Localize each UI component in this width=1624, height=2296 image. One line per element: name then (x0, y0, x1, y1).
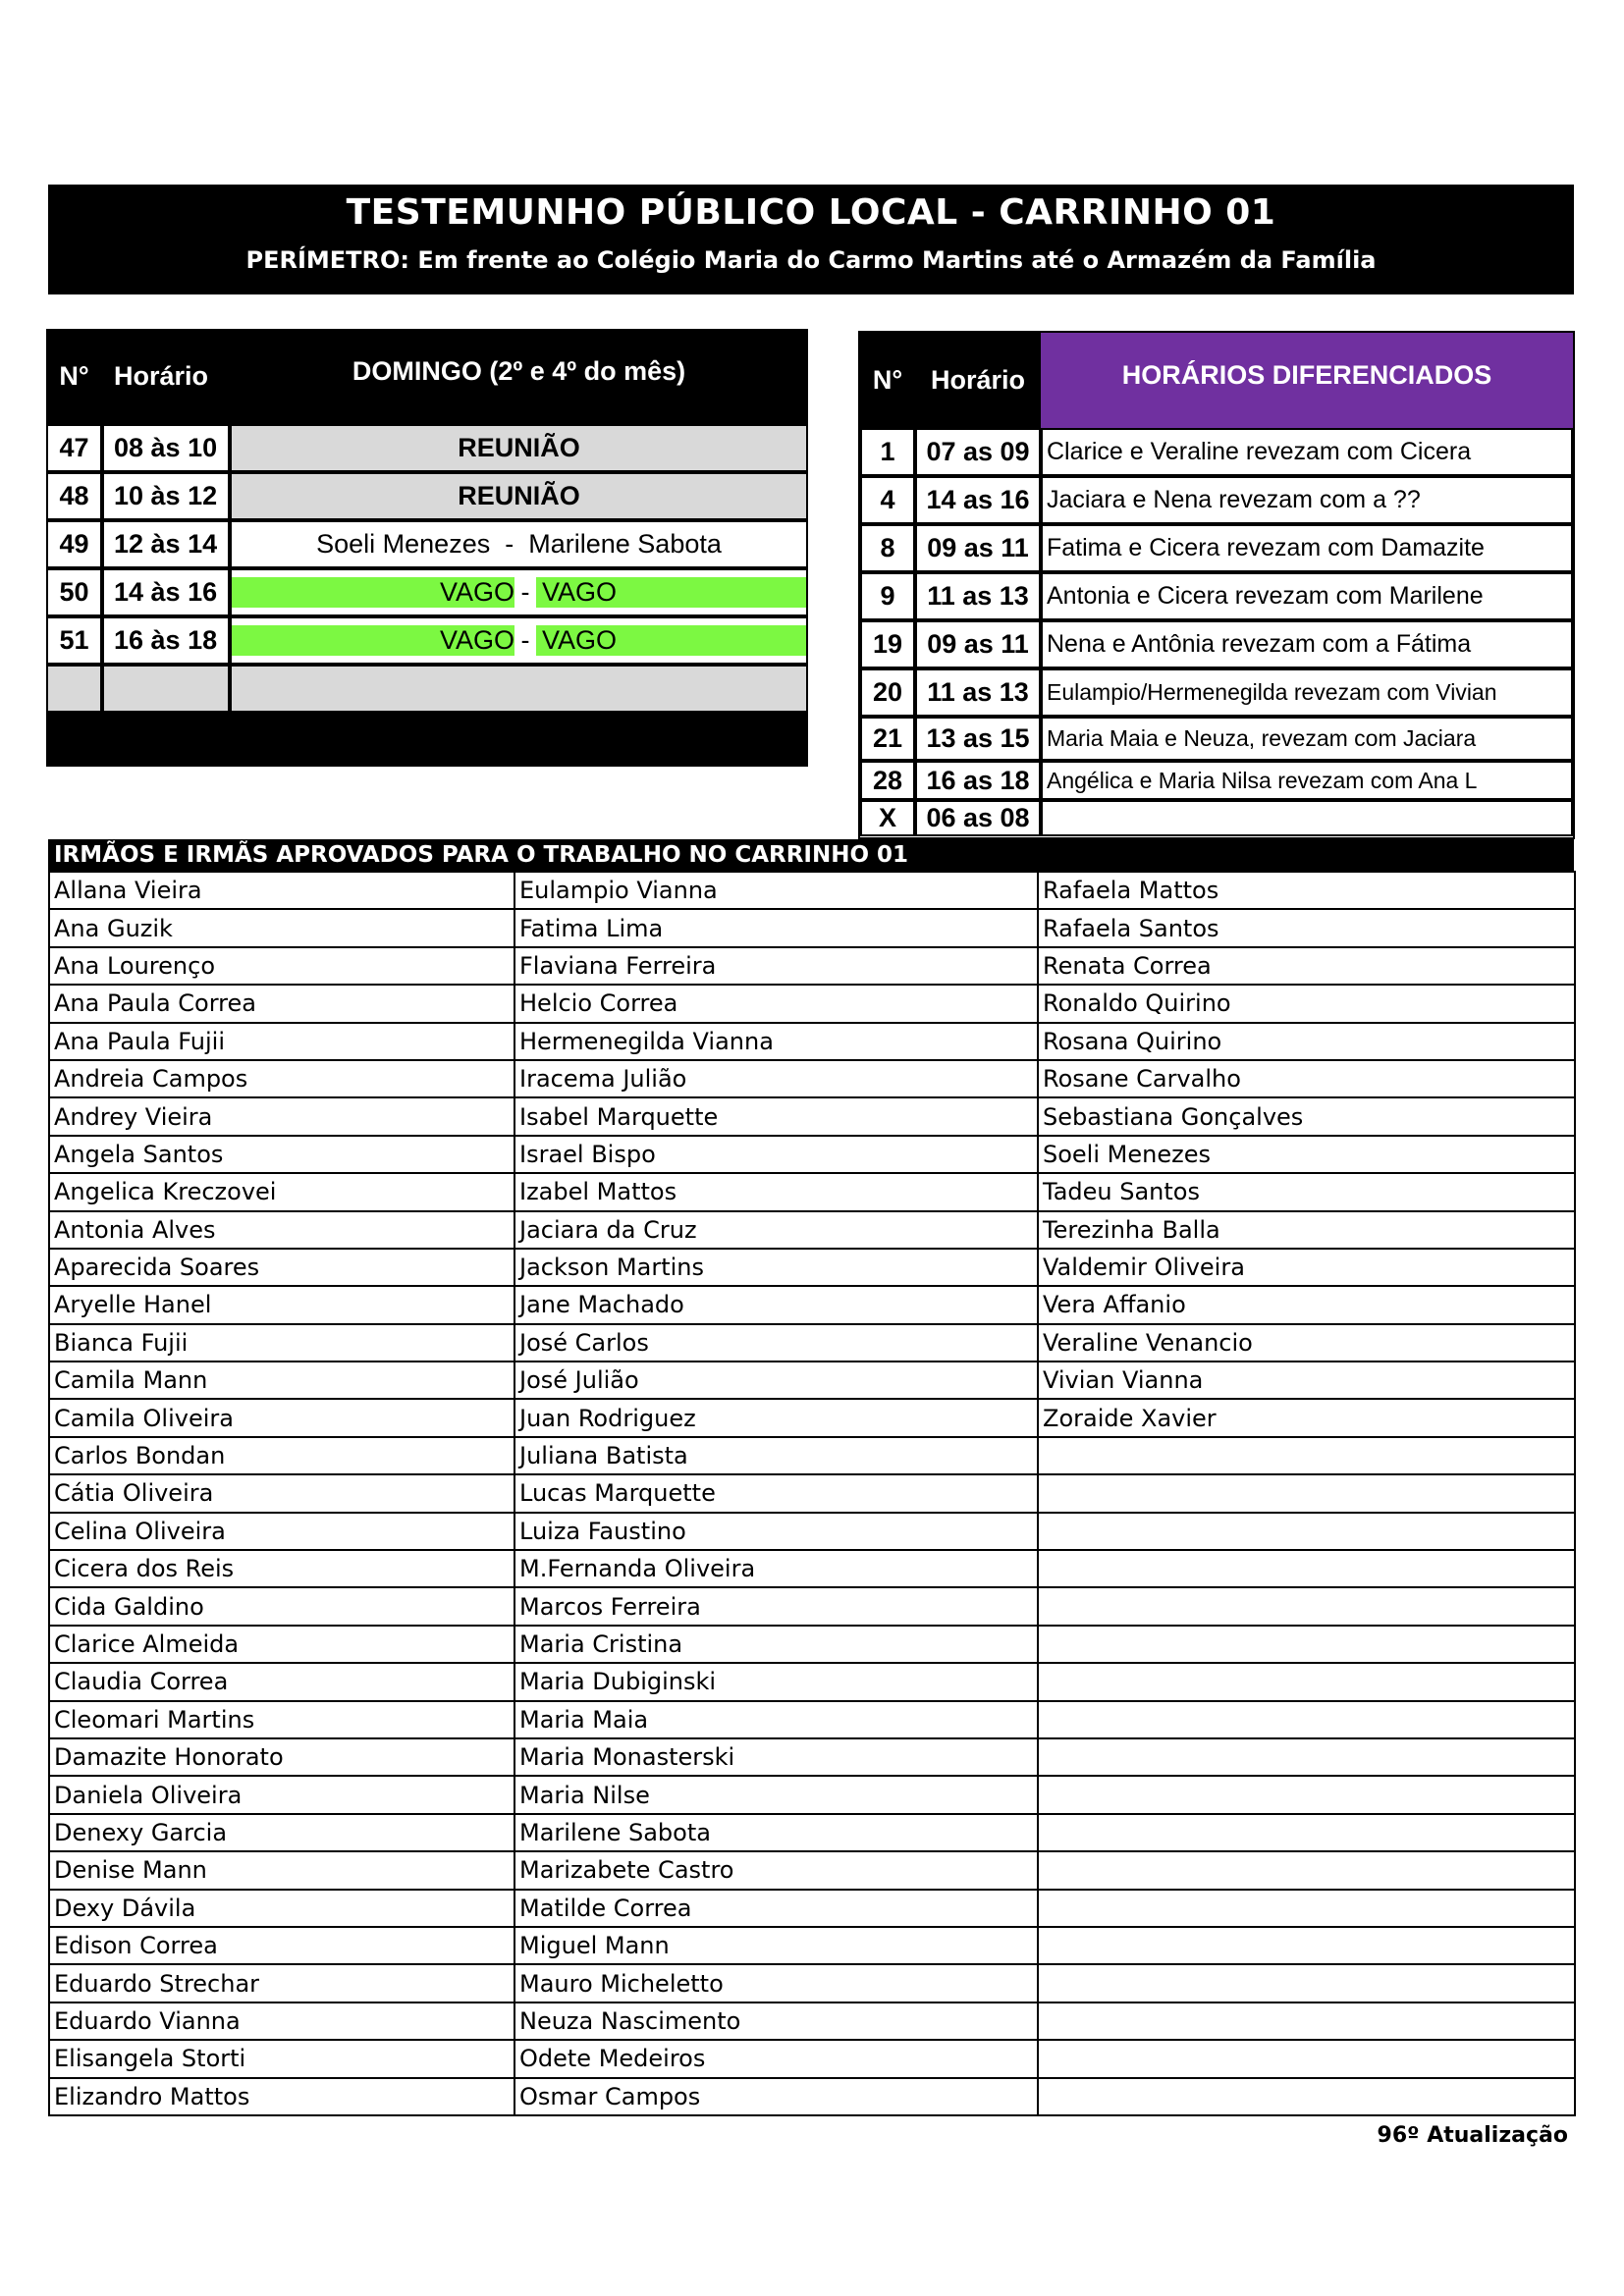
table-row (49, 1097, 1575, 1135)
member-name: Osmar Campos (514, 2078, 1038, 2115)
col-time-header: Horário (114, 361, 209, 391)
member-name: Isabel Marquette (514, 1097, 1038, 1135)
row-note-empty (1041, 800, 1573, 836)
volunteer-a: Soeli Menezes (316, 529, 491, 559)
row-time: 11 as 13 (915, 668, 1041, 717)
row-num: 51 (46, 616, 102, 665)
row-note: Jaciara e Nena revezam com a ?? (1041, 476, 1573, 524)
member-name (1038, 1626, 1575, 1663)
row-num: 50 (46, 568, 102, 616)
row-num: X (860, 800, 915, 836)
row-note: Angélica e Maria Nilsa revezam com Ana L (1041, 761, 1573, 800)
row-note: Clarice e Veraline revezam com Cicera (1041, 428, 1573, 476)
table-row (49, 1023, 1575, 1060)
member-name: Mauro Micheletto (514, 1964, 1038, 2002)
member-name: Cicera dos Reis (49, 1550, 514, 1587)
member-name: Valdemir Oliveira (1038, 1249, 1575, 1286)
member-name: Marilene Sabota (514, 1814, 1038, 1851)
member-name: Vivian Vianna (1038, 1362, 1575, 1399)
member-name: Maria Cristina (514, 1626, 1038, 1663)
member-name: Damazite Honorato (49, 1738, 514, 1776)
member-name: Clarice Almeida (49, 1626, 514, 1663)
row-num: 49 (46, 520, 102, 568)
member-name: Helcio Correa (514, 985, 1038, 1022)
member-name: Celina Oliveira (49, 1513, 514, 1550)
member-name: Hermenegilda Vianna (514, 1023, 1038, 1060)
pair-separator: - (520, 625, 530, 655)
member-name (1038, 1474, 1575, 1512)
table-row (49, 1587, 1575, 1625)
row-time: 09 as 11 (915, 524, 1041, 572)
member-name: Claudia Correa (49, 1663, 514, 1700)
member-name (1038, 1738, 1575, 1776)
member-name: Luiza Faustino (514, 1513, 1038, 1550)
pair-separator: - (505, 529, 514, 559)
empty-cell (230, 665, 808, 713)
table-row (49, 1776, 1575, 1813)
row-num: 9 (860, 572, 915, 620)
member-name: Ana Paula Fujii (49, 1023, 514, 1060)
member-name: Terezinha Balla (1038, 1211, 1575, 1249)
table-row (49, 872, 1575, 909)
row-meeting: REUNIÃO (230, 472, 808, 520)
member-name: Ana Lourenço (49, 947, 514, 985)
table-row (49, 947, 1575, 985)
member-name: Carlos Bondan (49, 1437, 514, 1474)
member-name: Tadeu Santos (1038, 1173, 1575, 1210)
member-name: Denexy Garcia (49, 1814, 514, 1851)
member-name: Cida Galdino (49, 1587, 514, 1625)
table-row (49, 2002, 1575, 2040)
update-note: 96º Atualização (1377, 2123, 1568, 2148)
table-row (49, 1324, 1575, 1362)
col-num-header: N° (59, 361, 89, 391)
member-name: Sebastiana Gonçalves (1038, 1097, 1575, 1135)
row-vacant-pair (230, 568, 808, 616)
member-name: Israel Bispo (514, 1136, 1038, 1173)
member-name: Angela Santos (49, 1136, 514, 1173)
member-name (1038, 1587, 1575, 1625)
member-name: Marcos Ferreira (514, 1587, 1038, 1625)
member-name: Cleomari Martins (49, 1701, 514, 1738)
row-time: 11 as 13 (915, 572, 1041, 620)
member-name: Bianca Fujii (49, 1324, 514, 1362)
table-row (49, 1362, 1575, 1399)
member-name: José Carlos (514, 1324, 1038, 1362)
member-name: José Julião (514, 1362, 1038, 1399)
member-name: Marizabete Castro (514, 1851, 1038, 1889)
row-num: 47 (46, 424, 102, 472)
table-row (49, 1964, 1575, 2002)
table-row (49, 2078, 1575, 2115)
table-row (49, 1851, 1575, 1889)
col-num-header: N° (860, 333, 915, 428)
member-name: Eduardo Vianna (49, 2002, 514, 2040)
member-name: Aryelle Hanel (49, 1286, 514, 1323)
vacant-b: VAGO (542, 577, 618, 607)
member-name (1038, 1701, 1575, 1738)
member-name: Maria Dubiginski (514, 1663, 1038, 1700)
row-time: 14 as 16 (915, 476, 1041, 524)
row-num: 19 (860, 620, 915, 668)
member-name: Maria Maia (514, 1701, 1038, 1738)
table-row (49, 1814, 1575, 1851)
table-row (49, 1249, 1575, 1286)
row-time: 10 às 12 (102, 472, 230, 520)
member-name (1038, 2002, 1575, 2040)
row-note: Antonia e Cicera revezam com Marilene (1041, 572, 1573, 620)
vacant-b: VAGO (542, 625, 618, 655)
member-name: Ana Paula Correa (49, 985, 514, 1022)
approved-list-title: IRMÃOS E IRMÃS APROVADOS PARA O TRABALHO NO CARRINHO 01 (48, 839, 1574, 871)
member-name (1038, 1814, 1575, 1851)
member-name (1038, 1890, 1575, 1927)
member-name: Maria Monasterski (514, 1738, 1038, 1776)
member-name: Juliana Batista (514, 1437, 1038, 1474)
empty-cell (102, 665, 230, 713)
member-name: Dexy Dávila (49, 1890, 514, 1927)
page-title: TESTEMUNHO PÚBLICO LOCAL - CARRINHO 01 (346, 192, 1276, 233)
table-row (49, 1738, 1575, 1776)
table-row (49, 1701, 1575, 1738)
member-name: Veraline Venancio (1038, 1324, 1575, 1362)
member-name: Eduardo Strechar (49, 1964, 514, 2002)
row-num: 21 (860, 717, 915, 761)
member-name: Iracema Julião (514, 1060, 1038, 1097)
table-row (49, 1626, 1575, 1663)
table-row (49, 1663, 1575, 1700)
row-time: 06 as 08 (915, 800, 1041, 836)
member-name: Zoraide Xavier (1038, 1399, 1575, 1436)
member-name (1038, 2040, 1575, 2077)
member-name: Andrey Vieira (49, 1097, 514, 1135)
member-name: Rafaela Santos (1038, 909, 1575, 946)
member-name: M.Fernanda Oliveira (514, 1550, 1038, 1587)
row-note: Nena e Antônia revezam com a Fátima (1041, 620, 1573, 668)
volunteer-b: Marilene Sabota (528, 529, 722, 559)
vacant-a: VAGO (439, 625, 514, 655)
member-name: Cátia Oliveira (49, 1474, 514, 1512)
row-num: 28 (860, 761, 915, 800)
member-name: Ronaldo Quirino (1038, 985, 1575, 1022)
table-row (49, 1211, 1575, 1249)
row-num: 1 (860, 428, 915, 476)
table-row (49, 1399, 1575, 1436)
row-num: 8 (860, 524, 915, 572)
member-name: Maria Nilse (514, 1776, 1038, 1813)
member-name: Jaciara da Cruz (514, 1211, 1038, 1249)
perimeter-subtitle: PERÍMETRO: Em frente ao Colégio Maria do Carmo Martins até o Armazém da Família (245, 246, 1377, 274)
member-name: Aparecida Soares (49, 1249, 514, 1286)
member-name: Vera Affanio (1038, 1286, 1575, 1323)
table-row (49, 1286, 1575, 1323)
col-sunday-header: DOMINGO (2º e 4º do mês) (352, 356, 686, 386)
empty-cell (46, 665, 102, 713)
row-time: 13 as 15 (915, 717, 1041, 761)
table-row (49, 1927, 1575, 1964)
member-name (1038, 1851, 1575, 1889)
member-name: Fatima Lima (514, 909, 1038, 946)
member-name: Matilde Correa (514, 1890, 1038, 1927)
title-banner (48, 185, 1574, 294)
table-row (49, 2040, 1575, 2077)
member-name (1038, 1550, 1575, 1587)
col-special-header: HORÁRIOS DIFERENCIADOS (1041, 333, 1573, 428)
member-name (1038, 1437, 1575, 1474)
member-name (1038, 1964, 1575, 2002)
row-num: 20 (860, 668, 915, 717)
special-schedule (858, 331, 1575, 839)
member-name: Denise Mann (49, 1851, 514, 1889)
table-row (49, 985, 1575, 1022)
table-row (49, 1437, 1575, 1474)
row-vacant-pair (230, 616, 808, 665)
sunday-schedule (46, 329, 808, 767)
row-time: 16 às 18 (102, 616, 230, 665)
row-time: 14 às 16 (102, 568, 230, 616)
row-note: Fatima e Cicera revezam com Damazite (1041, 524, 1573, 572)
row-meeting: REUNIÃO (230, 424, 808, 472)
row-note: Maria Maia e Neuza, revezam com Jaciara (1041, 717, 1573, 761)
member-name: Antonia Alves (49, 1211, 514, 1249)
member-name: Renata Correa (1038, 947, 1575, 985)
row-time: 08 às 10 (102, 424, 230, 472)
table-row (49, 1060, 1575, 1097)
vacant-a: VAGO (439, 577, 514, 607)
col-time-header: Horário (915, 333, 1041, 428)
member-name: Rosana Quirino (1038, 1023, 1575, 1060)
member-name: Odete Medeiros (514, 2040, 1038, 2077)
member-name: Elisangela Storti (49, 2040, 514, 2077)
member-name: Izabel Mattos (514, 1173, 1038, 1210)
member-name: Eulampio Vianna (514, 872, 1038, 909)
row-num: 48 (46, 472, 102, 520)
row-time: 07 as 09 (915, 428, 1041, 476)
row-time: 09 as 11 (915, 620, 1041, 668)
row-time: 16 as 18 (915, 761, 1041, 800)
member-name: Rosane Carvalho (1038, 1060, 1575, 1097)
pair-separator: - (520, 577, 530, 607)
member-name: Elizandro Mattos (49, 2078, 514, 2115)
member-name (1038, 1513, 1575, 1550)
member-name: Ana Guzik (49, 909, 514, 946)
member-name: Miguel Mann (514, 1927, 1038, 1964)
table-row (49, 1550, 1575, 1587)
table-row (49, 1890, 1575, 1927)
member-name: Daniela Oliveira (49, 1776, 514, 1813)
table-row (49, 1173, 1575, 1210)
member-name (1038, 2078, 1575, 2115)
row-num: 4 (860, 476, 915, 524)
approved-list (48, 871, 1576, 2116)
member-name: Jackson Martins (514, 1249, 1038, 1286)
member-name: Juan Rodriguez (514, 1399, 1038, 1436)
member-name: Camila Oliveira (49, 1399, 514, 1436)
member-name (1038, 1776, 1575, 1813)
table-row (49, 1136, 1575, 1173)
row-time: 12 às 14 (102, 520, 230, 568)
member-name (1038, 1663, 1575, 1700)
member-name: Edison Correa (49, 1927, 514, 1964)
row-note: Eulampio/Hermenegilda revezam com Vivian (1041, 668, 1573, 717)
member-name: Lucas Marquette (514, 1474, 1038, 1512)
member-name: Camila Mann (49, 1362, 514, 1399)
member-name: Neuza Nascimento (514, 2002, 1038, 2040)
member-name: Allana Vieira (49, 872, 514, 909)
member-name (1038, 1927, 1575, 1964)
member-name: Jane Machado (514, 1286, 1038, 1323)
member-name: Flaviana Ferreira (514, 947, 1038, 985)
member-name: Soeli Menezes (1038, 1136, 1575, 1173)
table-row (49, 1474, 1575, 1512)
member-name: Rafaela Mattos (1038, 872, 1575, 909)
table-row (49, 909, 1575, 946)
row-pair (230, 520, 808, 568)
member-name: Angelica Kreczovei (49, 1173, 514, 1210)
member-name: Andreia Campos (49, 1060, 514, 1097)
table-row (49, 1513, 1575, 1550)
